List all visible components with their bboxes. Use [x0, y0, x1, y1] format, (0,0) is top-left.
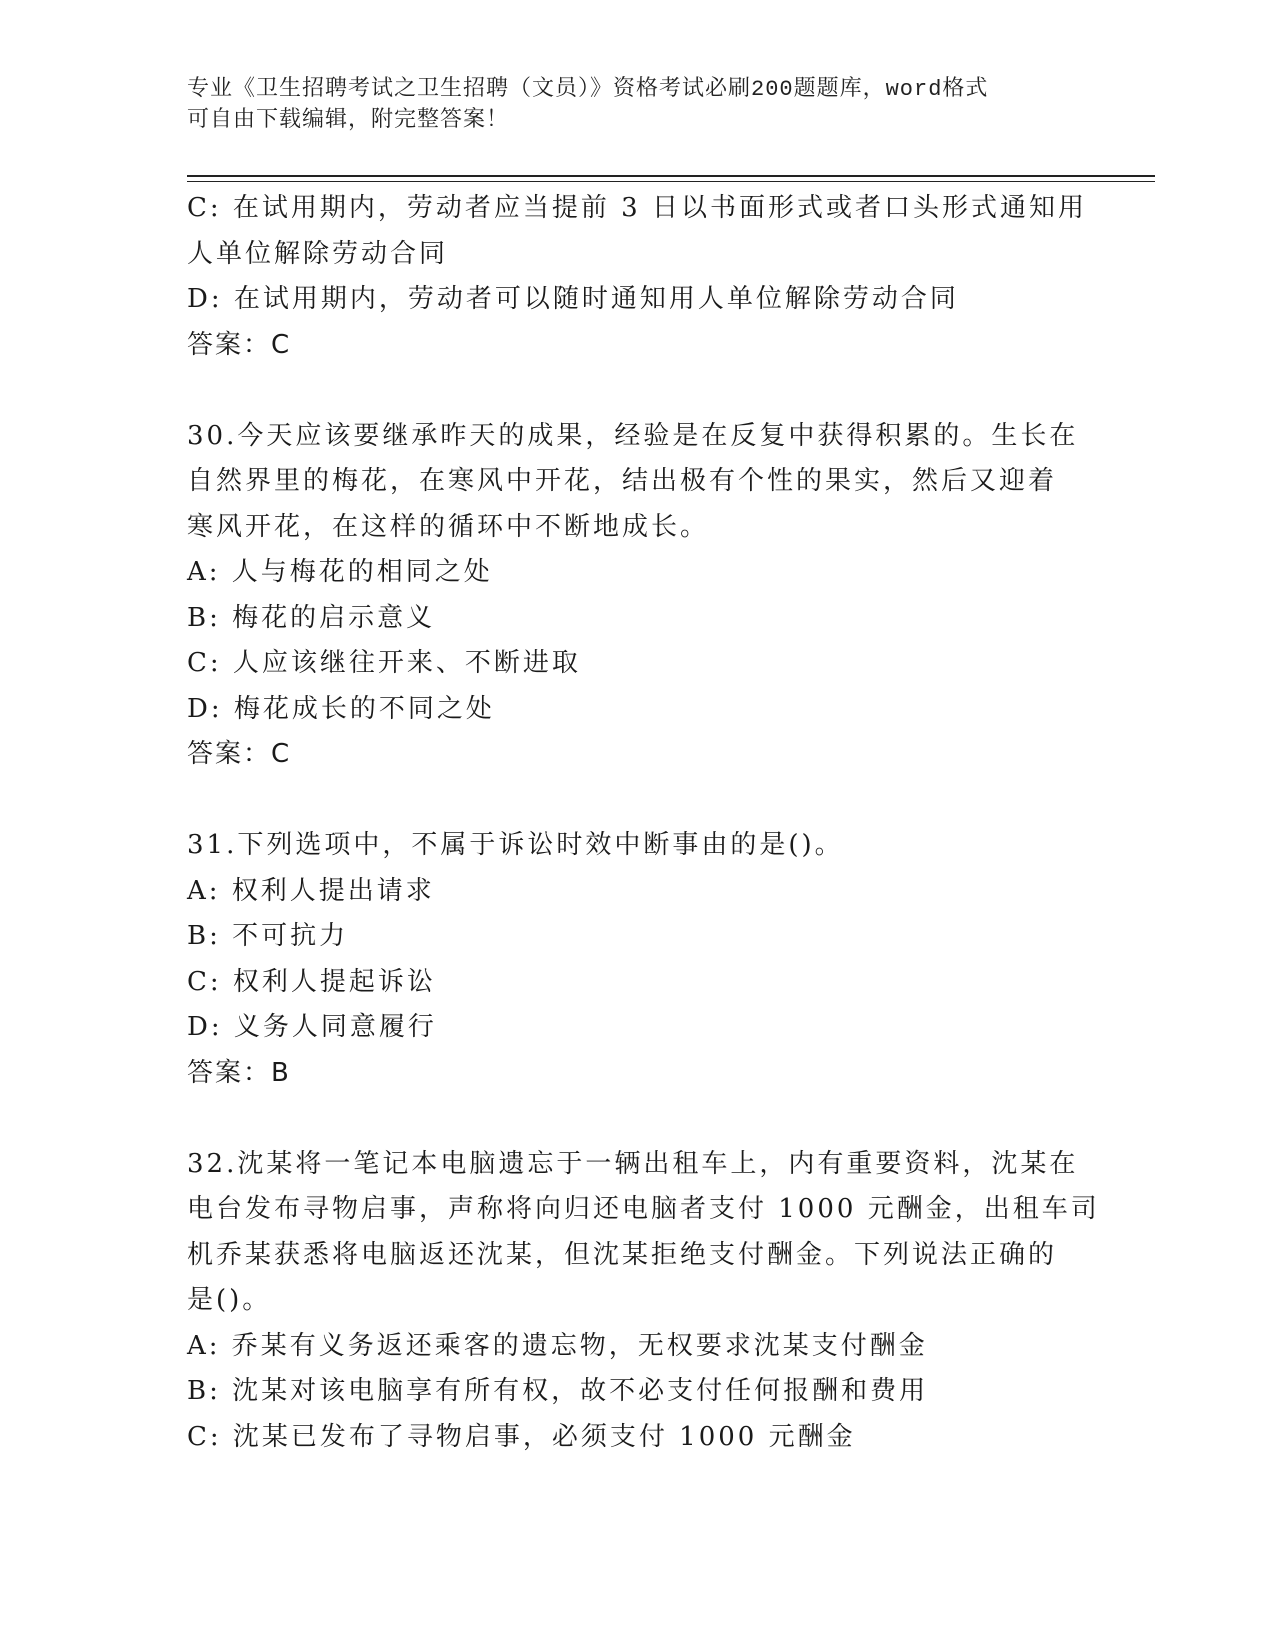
- answer: 答案：C: [187, 739, 292, 769]
- option-a: A: 乔某有义务返还乘客的遗忘物，无权要求沈某支付酬金: [187, 1330, 928, 1361]
- question-29-tail: [187, 186, 1087, 368]
- question-stem-line-3: 机乔某获悉将电脑返还沈某，但沈某拒绝支付酬金。下列说法正确的: [187, 1239, 1058, 1270]
- spacer: [187, 778, 1087, 824]
- question-stem-line-1: 31.下列选项中，不属于诉讼时效中断事由的是()。: [187, 830, 844, 860]
- option-b: B: 不可抗力: [187, 921, 349, 951]
- question-stem-line-2: 自然界里的梅花，在寒风中开花，结出极有个性的果实，然后又迎着: [187, 466, 1058, 496]
- question-stem-line-2: 电台发布寻物启事，声称将向归还电脑者支付 1000 元酬金，出租车司: [187, 1194, 1100, 1224]
- question-stem-line-1: 32.沈某将一笔记本电脑遗忘于一辆出租车上，内有重要资料，沈某在: [187, 1148, 1079, 1179]
- option-d: D: 梅花成长的不同之处: [187, 693, 495, 724]
- question-content: [187, 186, 1100, 1460]
- spacer: [187, 368, 1087, 414]
- option-c-line-2: 人单位解除劳动合同: [187, 238, 449, 269]
- question-stem-line-1: 30.今天应该要继承昨天的成果，经验是在反复中获得积累的。生长在: [187, 420, 1079, 451]
- option-d: D: 在试用期内，劳动者可以随时通知用人单位解除劳动合同: [187, 284, 959, 314]
- question-31: [187, 823, 1087, 1096]
- header-divider-thick: [187, 175, 1155, 177]
- header-title-line-1: 专业《卫生招聘考试之卫生招聘（文员）》资格考试必刷200题题库，word格式: [187, 77, 989, 102]
- option-c: C: 人应该继往开来、不断进取: [187, 648, 581, 678]
- question-stem-line-4: 是()。: [187, 1285, 272, 1315]
- option-b: B: 梅花的启示意义: [187, 602, 436, 633]
- question-32: [187, 1142, 1100, 1461]
- question-stem-line-3: 寒风开花，在这样的循环中不断地成长。: [187, 511, 710, 542]
- option-d: D: 义务人同意履行: [187, 1012, 437, 1042]
- answer: 答案：C: [187, 329, 292, 360]
- document-header: [187, 74, 1067, 136]
- option-a: A: 人与梅花的相同之处: [187, 557, 493, 587]
- header-title-line-2: 可自由下载编辑，附完整答案！: [187, 108, 510, 133]
- header-divider-thin: [187, 181, 1155, 182]
- option-b: B: 沈某对该电脑享有所有权，故不必支付任何报酬和费用: [187, 1376, 929, 1406]
- question-30: [187, 414, 1087, 778]
- option-a: A: 权利人提出请求: [187, 875, 435, 906]
- option-c: C: 权利人提起诉讼: [187, 966, 436, 997]
- spacer: [187, 1096, 1087, 1142]
- option-c-line-1: C: 在试用期内，劳动者应当提前 3 日以书面形式或者口头形式通知用: [187, 193, 1087, 223]
- answer: 答案：B: [187, 1057, 291, 1088]
- option-c: C: 沈某已发布了寻物启事，必须支付 1000 元酬金: [187, 1421, 856, 1452]
